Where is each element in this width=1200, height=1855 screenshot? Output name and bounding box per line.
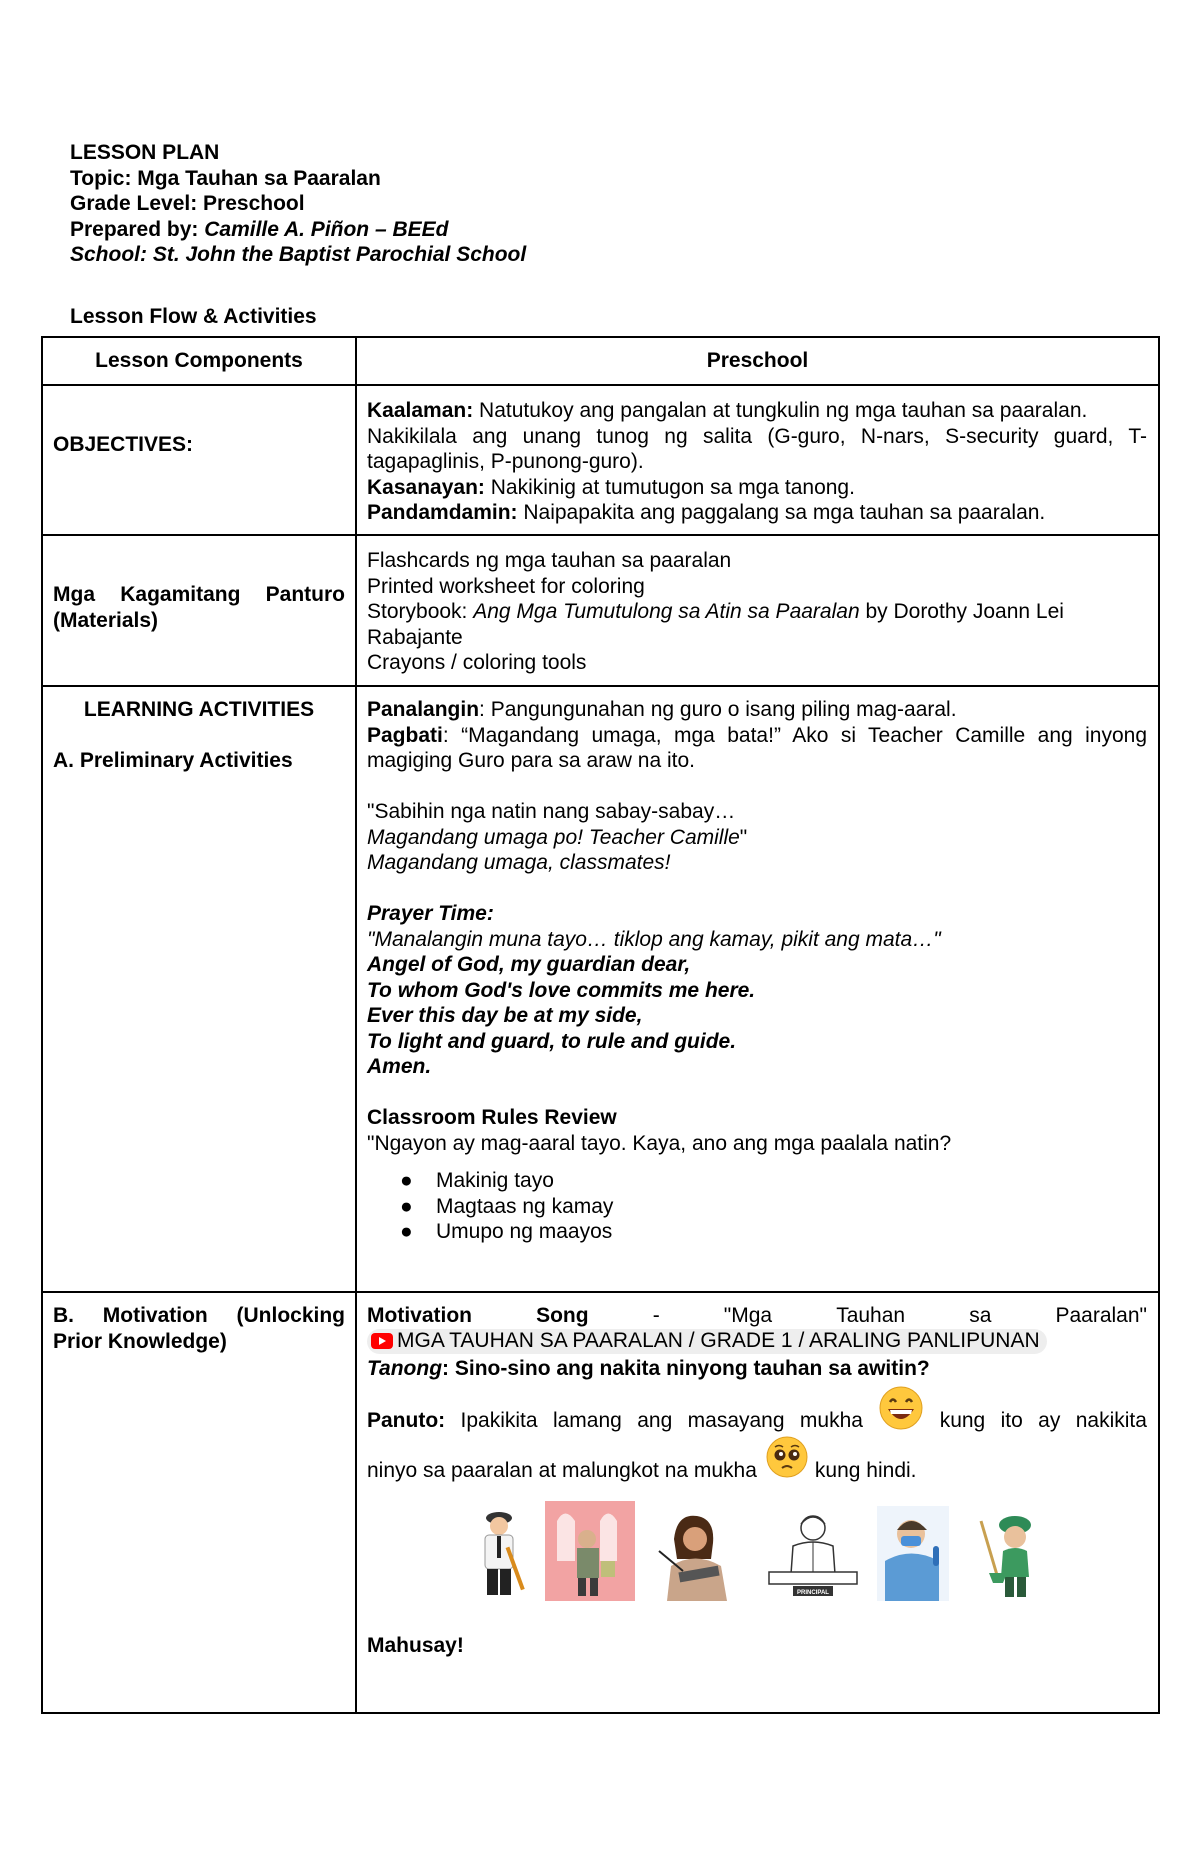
- greeting-line-2: Magandang umaga, classmates!: [367, 851, 671, 874]
- preliminary-label: A. Preliminary Activities: [53, 749, 293, 772]
- sad-face-icon: [765, 1435, 809, 1479]
- activities-label-cell: [42, 686, 356, 1292]
- material-worksheet: Printed worksheet for coloring: [367, 574, 645, 598]
- activities-label: LEARNING ACTIVITIES: [83, 698, 315, 721]
- lesson-topic: Topic: Mga Tauhan sa Paaralan: [70, 166, 381, 190]
- principal-image: [763, 1506, 863, 1601]
- sabihin-line: "Sabihin nga natin nang sabay-sabay…: [367, 800, 736, 823]
- prayer-line: To light and guard, to rule and guide.: [367, 1029, 737, 1053]
- security-guard-image: [467, 1506, 531, 1601]
- materials-label: Mga Kagamitang Panturo (Materials): [53, 583, 345, 632]
- prayer-line: Ever this day be at my side,: [367, 1004, 643, 1027]
- panalangin-line: Panalangin: Pangungunahan ng guro o isang piling mag-aaral.: [367, 698, 957, 721]
- lesson-header: [70, 140, 526, 268]
- objectives-label: OBJECTIVES:: [53, 433, 194, 456]
- youtube-icon: [371, 1333, 393, 1349]
- list-item: ● Makinig tayo: [400, 1169, 554, 1192]
- activities-content-cell: [356, 686, 1159, 1292]
- bullet-icon: ●: [400, 1169, 413, 1192]
- rules-title: Classroom Rules Review: [367, 1106, 617, 1129]
- prepared-name: Camille A. Piñon – BEEd: [204, 217, 449, 241]
- col1-header: Lesson Components: [95, 349, 303, 372]
- grade-level: Grade Level: Preschool: [70, 192, 305, 215]
- list-item: ● Umupo ng maayos: [400, 1220, 613, 1243]
- tanong-line: Tanong: Sino-sino ang nakita ninyong tauhan sa awitin?: [367, 1356, 930, 1380]
- teacher-image: [649, 1511, 749, 1601]
- rules-list: [367, 1168, 1147, 1245]
- pandamdamin-line: Pandamdamin: Naipapakita ang paggalang sa mga tauhan sa paaralan.: [367, 501, 1046, 524]
- principal-tag: PRINCIPAL: [797, 1590, 829, 1596]
- bullet-icon: ●: [400, 1220, 413, 1243]
- header-cell-preschool: [356, 337, 1159, 385]
- table-header-row: [42, 337, 1159, 385]
- prayer-time-title: Prayer Time:: [367, 902, 494, 925]
- pagbati-line: Pagbati: “Magandang umaga, mga bata!” Ako si Teacher Camille ang inyong magiging Guro para sa araw na ito.: [367, 723, 1147, 772]
- material-crayons: Crayons / coloring tools: [367, 651, 587, 674]
- prayer-intro: "Manalangin muna tayo… tiklop ang kamay, pikit ang mata…": [367, 927, 941, 951]
- activities-row: [42, 686, 1159, 1292]
- motivation-label: B. Motivation (Unlocking Prior Knowledge): [53, 1304, 345, 1353]
- greeting-line-1: Magandang umaga po! Teacher Camille": [367, 825, 748, 849]
- rules-intro: "Ngayon ay mag-aaral tayo. Kaya, ano ang mga paalala natin?: [367, 1131, 952, 1155]
- cleaner-image: [963, 1511, 1053, 1601]
- materials-content-cell: [356, 535, 1159, 686]
- school-name: School: St. John the Baptist Parochial School: [70, 243, 527, 266]
- materials-label-cell: [42, 535, 356, 686]
- video-chip[interactable]: [367, 1329, 1047, 1354]
- header-cell-components: [42, 337, 356, 385]
- kasanayan-line: Kasanayan: Nakikinig at tumutugon sa mga tanong.: [367, 475, 855, 499]
- lesson-table: [41, 336, 1160, 1714]
- prepared-by: [70, 217, 526, 243]
- nurse-image: [877, 1506, 949, 1601]
- happy-face-icon: [878, 1385, 924, 1431]
- panuto-line-2: ninyo sa paaralan at malungkot na mukha kung hindi.: [367, 1433, 1147, 1483]
- materials-row: [42, 535, 1159, 686]
- objectives-content-cell: [356, 385, 1159, 535]
- lesson-title: LESSON PLAN: [70, 141, 220, 164]
- mahusay-text: Mahusay!: [367, 1634, 464, 1657]
- col2-header: Preschool: [706, 349, 809, 372]
- nakikilala-text: Nakikilala ang unang tunog ng salita (G-guro, N-nars, S-security guard, T-tagapaglinis, P-punong-guro).: [367, 424, 1147, 473]
- objectives-label-cell: [42, 385, 356, 535]
- material-storybook: Storybook: Ang Mga Tumutulong sa Atin sa Paaralan by Dorothy Joann Lei Rabajante: [367, 600, 1064, 649]
- prayer-line: Angel of God, my guardian dear,: [367, 953, 691, 976]
- janitor-image: [545, 1501, 635, 1601]
- prayer-line: To whom God's love commits me here.: [367, 978, 756, 1002]
- list-item: ● Magtaas ng kamay: [400, 1194, 614, 1218]
- video-chip-label[interactable]: MGA TAUHAN SA PAARALAN / GRADE 1 / ARALING PANLIPUNAN: [397, 1329, 1040, 1353]
- motivation-label-cell: [42, 1292, 356, 1713]
- objectives-row: [42, 385, 1159, 535]
- material-flashcards: Flashcards ng mga tauhan sa paaralan: [367, 549, 732, 572]
- video-link[interactable]: [367, 1329, 1147, 1356]
- prayer-line: Amen.: [367, 1055, 432, 1078]
- kaalaman-line: Kaalaman: Natutukoy ang pangalan at tungkulin ng mga tauhan sa paaralan.: [367, 399, 1088, 422]
- prepared-label: Prepared by:: [70, 217, 205, 241]
- bullet-icon: ●: [400, 1194, 413, 1218]
- lesson-flow-title: Lesson Flow & Activities: [70, 305, 317, 328]
- motivation-content-cell: [356, 1292, 1159, 1713]
- panuto-line: Panuto: Ipakikita lamang ang masayang mukha kung ito ay nakikita: [367, 1381, 1147, 1433]
- motivation-row: [42, 1292, 1159, 1713]
- motivation-song-line: Motivation Song - "Mga Tauhan sa Paaralan": [367, 1304, 1147, 1327]
- school-people-images: [467, 1501, 1147, 1601]
